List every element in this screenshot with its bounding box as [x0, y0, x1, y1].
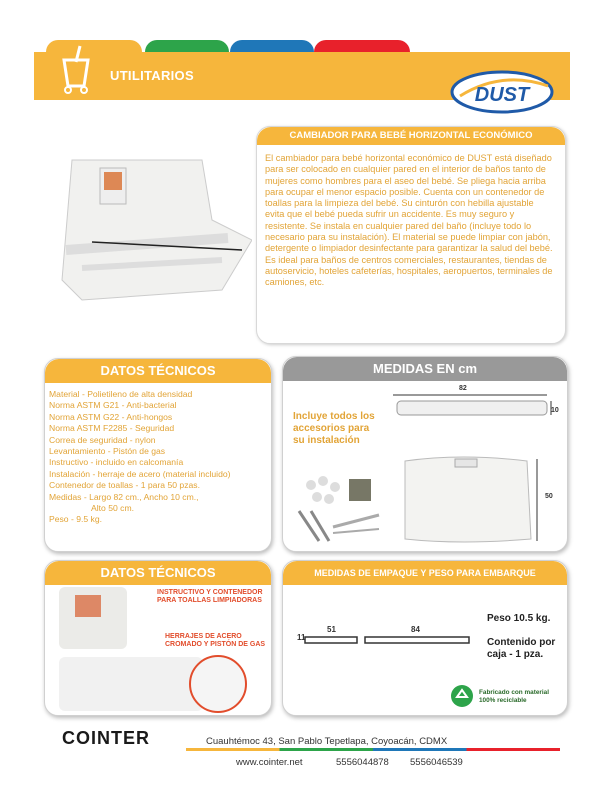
- spec-line: Instructivo - incluido en calcomanía: [49, 457, 184, 468]
- package-drawing: [295, 623, 475, 649]
- height-label: 50: [545, 493, 553, 500]
- peso-text: Peso 10.5 kg.: [487, 613, 551, 624]
- footer-web: www.cointer.net: [236, 757, 303, 768]
- empaque-title: MEDIDAS DE EMPAQUE Y PESO PARA EMBARQUE: [283, 561, 567, 585]
- medidas-title: MEDIDAS EN cm: [283, 357, 567, 381]
- dim-height: 11: [297, 633, 306, 642]
- company-logo: COINTER: [62, 728, 150, 748]
- footer-color-bar: [186, 748, 560, 751]
- accessories-photo: [289, 469, 385, 549]
- top-view-drawing: [387, 385, 567, 431]
- svg-text:DUST: DUST: [474, 84, 530, 106]
- datos-tecnicos-title: DATOS TÉCNICOS: [45, 359, 271, 383]
- contenido-text: Contenido por caja - 1 pza.: [487, 637, 556, 660]
- spec-line: Correa de seguridad - nylon: [49, 434, 156, 445]
- footer-phone1: 5556044878: [336, 757, 389, 768]
- dim-a: 51: [327, 625, 336, 634]
- product-description: El cambiador para bebé horizontal económico de DUST está diseñado para ser colocado en cualquier pared en el interior de baños tanto de mujeres como hombres para el aseo del bebé. Se pliega hacia arriba para ocupar el menor espacio posible. Cuenta con un contenedor de toallas para la limpieza del bebé. Su cinturón con hebilla ajustable evita que el bebé pueda sufrir un accidente. Es muy seguro y resistente. Se instala en cualquier pared del baño (incluye todo lo necesario para su instalación). El material se puede limpiar con jabón, detergente o limpiador desinfectante para garantizar la salud del bebé. Es ideal para baños de centros comerciales, restaurantes, tiendas de autoservicio, hoteles cafeterías, hospitales, aeropuertos, terminales de camiones, etc.: [265, 153, 553, 288]
- depth-label: 10: [551, 407, 559, 414]
- length-label: 82: [459, 385, 467, 392]
- description-box: [256, 126, 566, 344]
- spec-line: Medidas - Largo 82 cm., Ancho 10 cm.,: [49, 491, 199, 502]
- callout-herrajes: HERRAJES DE ACERO CROMADO Y PISTÓN DE GAS: [165, 633, 266, 648]
- zoom-circle: [189, 655, 247, 713]
- spec-line: Peso - 9.5 kg.: [49, 514, 103, 525]
- callout-instructivo: INSTRUCTIVO Y CONTENEDOR PARA TOALLAS LIMPIADORAS: [157, 589, 263, 604]
- spec-list: [45, 383, 271, 526]
- bucket-icon: [50, 42, 102, 96]
- front-view-drawing: [401, 453, 541, 549]
- dim-b: 84: [411, 625, 420, 634]
- spec-line: Material - Polietileno de alta densidad: [49, 389, 193, 399]
- spec-line: Norma ASTM G21 - Anti-bacterial: [49, 400, 177, 411]
- product-photo: [52, 150, 252, 310]
- spec-line: Norma ASTM F2285 - Seguridad: [49, 423, 175, 434]
- section-title: UTILITARIOS: [110, 68, 194, 83]
- datos-tecnicos-panel: [44, 358, 272, 552]
- datos-tecnicos-2-title: DATOS TÉCNICOS: [45, 561, 271, 585]
- dust-logo: [450, 70, 554, 114]
- spec-line: Norma ASTM G22 - Anti-hongos: [49, 411, 173, 422]
- datos-tecnicos-2-panel: [44, 560, 272, 716]
- instructivo-label-image: [75, 595, 101, 617]
- recycle-icon: [449, 683, 475, 709]
- spec-line: Contenedor de toallas - 1 para 50 pzas.: [49, 480, 200, 491]
- medidas-panel: [282, 356, 568, 552]
- footer-phone2: 5556046539: [410, 757, 463, 768]
- herrajes-photo: [59, 657, 203, 711]
- recycle-text: Fabricado con material 100% reciclable: [479, 689, 549, 704]
- spec-line: Instalación - herraje de acero (material incluido): [49, 468, 231, 479]
- empaque-panel: [282, 560, 568, 716]
- spec-line: Alto 50 cm.: [91, 503, 134, 514]
- accessories-note: Incluye todos los accesorios para su instalación: [293, 411, 375, 446]
- spec-line: Levantamiento - Pistón de gas: [49, 446, 166, 457]
- footer-address: Cuauhtémoc 43, San Pablo Tepetlapa, Coyoacán, CDMX: [206, 736, 448, 747]
- product-heading: CAMBIADOR PARA BEBÉ HORIZONTAL ECONÓMICO: [257, 127, 565, 145]
